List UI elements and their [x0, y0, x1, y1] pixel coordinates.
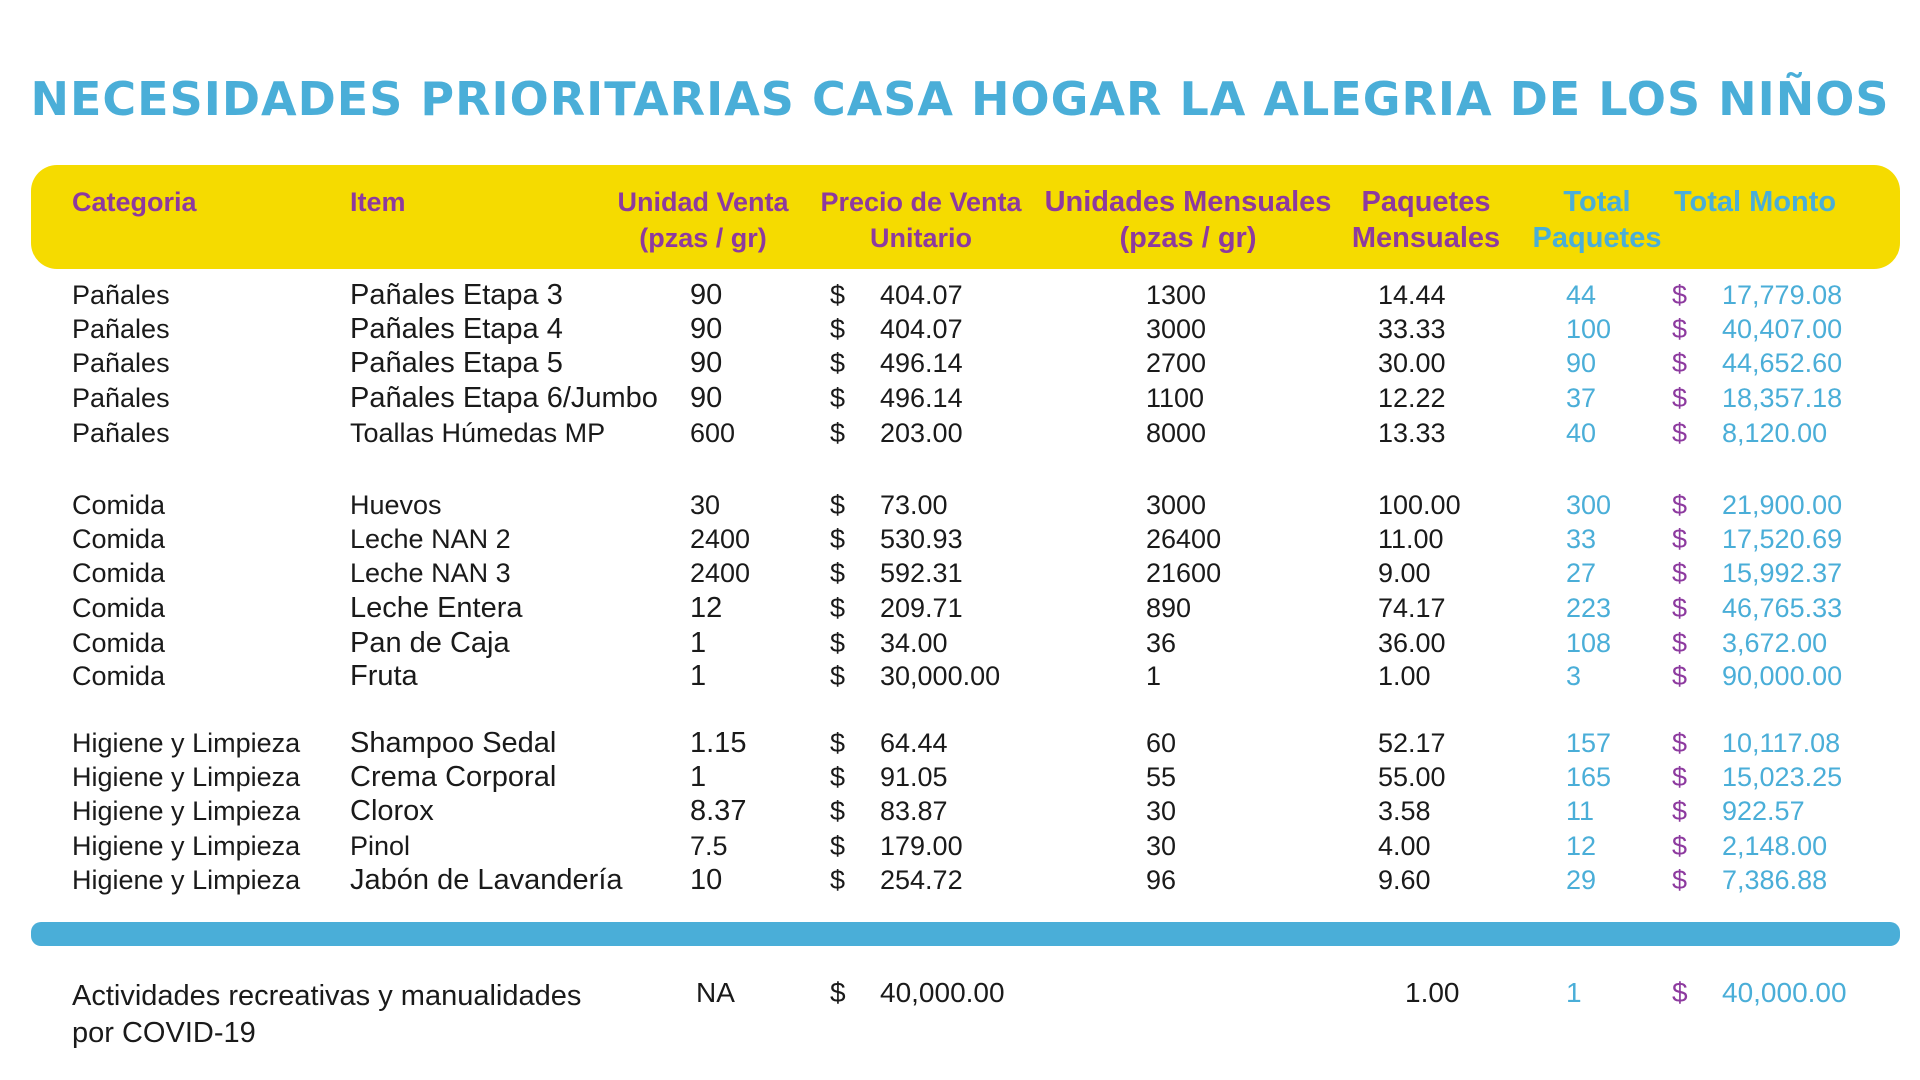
- cell-price-currency: $: [830, 348, 846, 378]
- cell-total-monto: 15,992.37: [1722, 558, 1843, 588]
- cell-unidades-mensuales: 1: [1146, 661, 1162, 691]
- header-precio-line1: Precio de Venta: [820, 187, 1022, 217]
- cell-categoria: Pañales: [72, 418, 170, 448]
- cell-unidades-mensuales: 21600: [1146, 558, 1222, 588]
- header-categoria: Categoria: [72, 187, 197, 217]
- cell-price-currency: $: [830, 762, 846, 792]
- cell-unidades-mensuales: 60: [1146, 728, 1177, 758]
- cell-total-monto: 21,900.00: [1722, 490, 1843, 520]
- cell-price-currency: $: [830, 490, 846, 520]
- cell-item: Pinol: [350, 831, 411, 861]
- cell-total-monto: 922.57: [1722, 796, 1805, 826]
- extra-unidad: NA: [696, 977, 735, 1008]
- header-paquetes-line1: Paquetes: [1361, 186, 1491, 218]
- section-divider: [31, 922, 1900, 946]
- header-precio: [820, 184, 1021, 256]
- cell-unidad-venta: 2400: [690, 524, 751, 554]
- cell-categoria: Comida: [72, 593, 166, 623]
- cell-item: Pañales Etapa 6/Jumbo: [350, 382, 658, 414]
- header-unidad-venta-line2: (pzas / gr): [639, 223, 767, 253]
- cell-total-monto: 46,765.33: [1722, 593, 1843, 623]
- cell-total-monto: 2,148.00: [1722, 831, 1828, 861]
- cell-paquetes-mensuales: 52.17: [1378, 728, 1446, 758]
- cell-price-currency: $: [830, 865, 846, 895]
- cell-price-currency: $: [830, 796, 846, 826]
- cell-price-currency: $: [830, 280, 846, 310]
- table-row: [0, 829, 1920, 863]
- cell-total-paquetes: 40: [1566, 418, 1597, 448]
- cell-unidad-venta: 10: [690, 864, 723, 896]
- cell-price-currency: $: [830, 558, 846, 588]
- cell-precio: 64.44: [880, 728, 948, 758]
- cell-precio: 73.00: [880, 490, 948, 520]
- cell-total-paquetes: 29: [1566, 865, 1597, 895]
- cell-paquetes-mensuales: 11.00: [1378, 524, 1444, 554]
- table-row: [0, 863, 1920, 897]
- cell-precio: 592.31: [880, 558, 963, 588]
- header-total-paquetes: [1533, 184, 1662, 256]
- table-row: [0, 659, 1920, 693]
- cell-unidad-venta: 1: [690, 627, 707, 659]
- cell-unidades-mensuales: 3000: [1146, 490, 1207, 520]
- cell-price-currency: $: [830, 314, 846, 344]
- cell-unidades-mensuales: 55: [1146, 762, 1177, 792]
- cell-total-monto: 3,672.00: [1722, 628, 1828, 658]
- cell-paquetes-mensuales: 74.17: [1378, 593, 1446, 623]
- cell-paquetes-mensuales: 9.60: [1378, 865, 1431, 895]
- header-total-paquetes-line2: Paquetes: [1532, 222, 1662, 254]
- cell-price-currency: $: [830, 383, 846, 413]
- cell-categoria: Comida: [72, 490, 166, 520]
- cell-total-monto: 90,000.00: [1722, 661, 1843, 691]
- cell-price-currency: $: [830, 728, 846, 758]
- cell-item: Clorox: [350, 795, 434, 827]
- cell-paquetes-mensuales: 9.00: [1378, 558, 1431, 588]
- header-unidades-mensuales: [1045, 184, 1332, 256]
- cell-precio: 496.14: [880, 348, 963, 378]
- cell-unidad-venta: 7.5: [690, 831, 728, 861]
- cell-categoria: Pañales: [72, 314, 170, 344]
- cell-item: Pañales Etapa 5: [350, 347, 563, 379]
- cell-unidades-mensuales: 3000: [1146, 314, 1207, 344]
- cell-item: Jabón de Lavandería: [350, 864, 623, 896]
- cell-item: Leche NAN 2: [350, 524, 511, 554]
- cell-categoria: Comida: [72, 524, 166, 554]
- cell-total-paquetes: 12: [1566, 831, 1597, 861]
- cell-categoria: Higiene y Limpieza: [72, 762, 301, 792]
- cell-paquetes-mensuales: 13.33: [1378, 418, 1446, 448]
- table-row: [0, 794, 1920, 828]
- cell-precio: 34.00: [880, 628, 948, 658]
- cell-item: Pañales Etapa 3: [350, 279, 563, 311]
- cell-categoria: Comida: [72, 628, 166, 658]
- cell-unidades-mensuales: 96: [1146, 865, 1177, 895]
- cell-unidad-venta: 1: [690, 761, 707, 793]
- table-row: [0, 278, 1920, 312]
- header-paquetes-mensuales: [1352, 184, 1500, 256]
- header-unidad-venta-line1: Unidad Venta: [617, 187, 789, 217]
- cell-total-paquetes: 223: [1566, 593, 1612, 623]
- cell-unidades-mensuales: 30: [1146, 831, 1177, 861]
- cell-unidades-mensuales: 36: [1146, 628, 1177, 658]
- cell-unidad-venta: 90: [690, 313, 723, 345]
- cell-total-monto: 18,357.18: [1722, 383, 1843, 413]
- cell-monto-currency: $: [1672, 524, 1688, 554]
- cell-total-paquetes: 90: [1566, 348, 1597, 378]
- cell-precio: 209.71: [880, 593, 963, 623]
- cell-unidad-venta: 1: [690, 660, 707, 692]
- cell-total-paquetes: 37: [1566, 383, 1597, 413]
- cell-price-currency: $: [830, 628, 846, 658]
- table-row: [0, 591, 1920, 625]
- cell-categoria: Comida: [72, 661, 166, 691]
- cell-monto-currency: $: [1672, 865, 1688, 895]
- cell-unidades-mensuales: 1100: [1146, 383, 1205, 413]
- extra-description-line1: Actividades recreativas y manualidades: [72, 980, 582, 1012]
- extra-total-paquetes: 1: [1566, 977, 1582, 1008]
- cell-monto-currency: $: [1672, 280, 1688, 310]
- cell-unidades-mensuales: 2700: [1146, 348, 1207, 378]
- cell-unidades-mensuales: 30: [1146, 796, 1177, 826]
- cell-item: Toallas Húmedas MP: [350, 418, 606, 448]
- extra-monto: 40,000.00: [1722, 977, 1847, 1008]
- table-row: [0, 312, 1920, 346]
- table-row: [0, 760, 1920, 794]
- cell-item: Leche Entera: [350, 592, 523, 624]
- header-total-paquetes-line1: Total: [1563, 186, 1631, 218]
- cell-categoria: Higiene y Limpieza: [72, 865, 301, 895]
- cell-monto-currency: $: [1672, 314, 1688, 344]
- cell-monto-currency: $: [1672, 661, 1688, 691]
- extra-description-line2: por COVID-19: [72, 1017, 256, 1049]
- cell-total-paquetes: 100: [1566, 314, 1612, 344]
- cell-precio: 404.07: [880, 314, 963, 344]
- cell-paquetes-mensuales: 36.00: [1378, 628, 1446, 658]
- cell-item: Huevos: [350, 490, 442, 520]
- cell-total-monto: 8,120.00: [1722, 418, 1828, 448]
- extra-paquetes: 1.00: [1405, 977, 1460, 1008]
- cell-total-paquetes: 157: [1566, 728, 1612, 758]
- cell-paquetes-mensuales: 55.00: [1378, 762, 1446, 792]
- cell-paquetes-mensuales: 33.33: [1378, 314, 1446, 344]
- cell-unidades-mensuales: 890: [1146, 593, 1192, 623]
- cell-unidades-mensuales: 1300: [1146, 280, 1207, 310]
- cell-total-monto: 7,386.88: [1722, 865, 1828, 895]
- header-precio-line2: Unitario: [869, 223, 972, 253]
- cell-categoria: Higiene y Limpieza: [72, 831, 301, 861]
- cell-unidad-venta: 12: [690, 592, 723, 624]
- cell-monto-currency: $: [1672, 418, 1688, 448]
- cell-price-currency: $: [830, 661, 846, 691]
- cell-unidad-venta: 90: [690, 279, 723, 311]
- extra-monto-currency: $: [1672, 977, 1688, 1008]
- cell-categoria: Pañales: [72, 383, 170, 413]
- cell-precio: 530.93: [880, 524, 963, 554]
- cell-paquetes-mensuales: 14.44: [1378, 280, 1446, 310]
- cell-total-paquetes: 27: [1566, 558, 1597, 588]
- cell-unidad-venta: 8.37: [690, 795, 747, 827]
- extra-price-currency: $: [830, 977, 846, 1008]
- cell-unidad-venta: 600: [690, 418, 736, 448]
- cell-monto-currency: $: [1672, 762, 1688, 792]
- extra-precio: 40,000.00: [880, 977, 1005, 1008]
- table-row: [0, 488, 1920, 522]
- cell-precio: 83.87: [880, 796, 948, 826]
- cell-total-paquetes: 44: [1566, 280, 1597, 310]
- cell-price-currency: $: [830, 831, 846, 861]
- header-item: Item: [350, 187, 406, 217]
- cell-total-paquetes: 108: [1566, 628, 1612, 658]
- page-title: NECESIDADES PRIORITARIAS CASA HOGAR LA ALEGRIA DE LOS NIÑOS: [30, 72, 1890, 126]
- cell-monto-currency: $: [1672, 558, 1688, 588]
- cell-total-monto: 15,023.25: [1722, 762, 1843, 792]
- cell-total-paquetes: 300: [1566, 490, 1612, 520]
- cell-item: Shampoo Sedal: [350, 727, 557, 759]
- cell-total-monto: 17,520.69: [1722, 524, 1843, 554]
- cell-unidad-venta: 30: [690, 490, 721, 520]
- cell-categoria: Pañales: [72, 348, 170, 378]
- header-unidad-venta: [617, 184, 788, 256]
- cell-categoria: Comida: [72, 558, 166, 588]
- cell-precio: 179.00: [880, 831, 963, 861]
- cell-unidad-venta: 1.15: [690, 727, 747, 759]
- cell-unidad-venta: 90: [690, 347, 723, 379]
- cell-paquetes-mensuales: 30.00: [1378, 348, 1446, 378]
- table-row: [0, 726, 1920, 760]
- cell-categoria: Pañales: [72, 280, 170, 310]
- cell-monto-currency: $: [1672, 348, 1688, 378]
- cell-monto-currency: $: [1672, 831, 1688, 861]
- cell-price-currency: $: [830, 524, 846, 554]
- cell-precio: 203.00: [880, 418, 963, 448]
- cell-item: Fruta: [350, 660, 418, 692]
- cell-precio: 404.07: [880, 280, 963, 310]
- table-row: [0, 522, 1920, 556]
- header-unidades-line1: Unidades Mensuales: [1044, 186, 1332, 218]
- cell-monto-currency: $: [1672, 628, 1688, 658]
- cell-paquetes-mensuales: 3.58: [1378, 796, 1431, 826]
- table-row: [0, 416, 1920, 450]
- cell-monto-currency: $: [1672, 383, 1688, 413]
- cell-monto-currency: $: [1672, 728, 1688, 758]
- cell-total-paquetes: 165: [1566, 762, 1612, 792]
- cell-total-paquetes: 3: [1566, 661, 1582, 691]
- cell-monto-currency: $: [1672, 796, 1688, 826]
- cell-item: Pañales Etapa 4: [350, 313, 563, 345]
- table-row: [0, 556, 1920, 590]
- cell-precio: 496.14: [880, 383, 963, 413]
- cell-precio: 254.72: [880, 865, 963, 895]
- cell-categoria: Higiene y Limpieza: [72, 728, 301, 758]
- header-unidades-line2: (pzas / gr): [1119, 222, 1257, 254]
- cell-monto-currency: $: [1672, 490, 1688, 520]
- extra-description: [72, 978, 632, 1052]
- cell-precio: 91.05: [880, 762, 948, 792]
- cell-total-monto: 17,779.08: [1722, 280, 1843, 310]
- cell-monto-currency: $: [1672, 593, 1688, 623]
- table-row: [0, 346, 1920, 380]
- cell-item: Crema Corporal: [350, 761, 557, 793]
- table-row: [0, 626, 1920, 660]
- cell-total-monto: 10,117.08: [1722, 728, 1841, 758]
- cell-total-monto: 44,652.60: [1722, 348, 1843, 378]
- cell-precio: 30,000.00: [880, 661, 1001, 691]
- cell-price-currency: $: [830, 593, 846, 623]
- cell-total-paquetes: 11: [1566, 796, 1595, 826]
- cell-paquetes-mensuales: 12.22: [1378, 383, 1446, 413]
- cell-categoria: Higiene y Limpieza: [72, 796, 301, 826]
- cell-unidades-mensuales: 26400: [1146, 524, 1222, 554]
- cell-total-monto: 40,407.00: [1722, 314, 1843, 344]
- cell-paquetes-mensuales: 100.00: [1378, 490, 1461, 520]
- cell-unidad-venta: 2400: [690, 558, 751, 588]
- header-total-monto: Total Monto: [1674, 186, 1837, 218]
- header-paquetes-line2: Mensuales: [1351, 222, 1501, 254]
- cell-unidades-mensuales: 8000: [1146, 418, 1207, 448]
- table-row: [0, 381, 1920, 415]
- cell-price-currency: $: [830, 418, 846, 448]
- cell-paquetes-mensuales: 1.00: [1378, 661, 1431, 691]
- cell-unidad-venta: 90: [690, 382, 723, 414]
- cell-item: Pan de Caja: [350, 627, 510, 659]
- cell-item: Leche NAN 3: [350, 558, 511, 588]
- cell-total-paquetes: 33: [1566, 524, 1597, 554]
- cell-paquetes-mensuales: 4.00: [1378, 831, 1431, 861]
